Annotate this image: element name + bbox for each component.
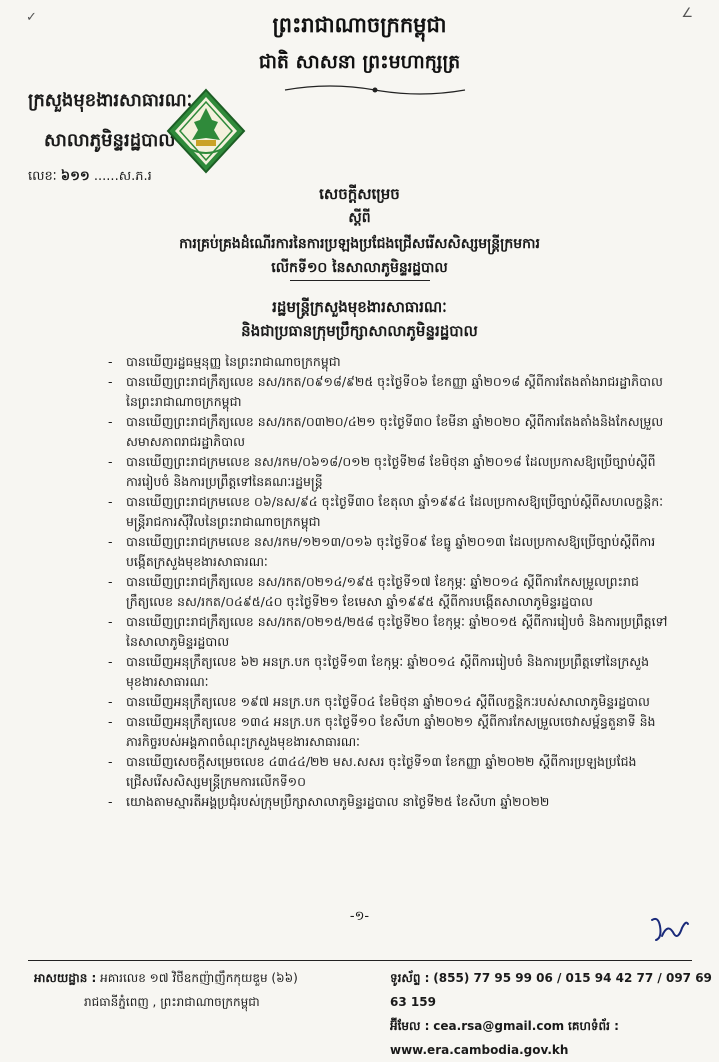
legal-references-list (108, 352, 668, 812)
ornament-divider-icon (280, 82, 470, 98)
email-website-line (390, 1014, 719, 1062)
address-label: អាសយដ្ឋាន : (34, 971, 97, 985)
list-item: - បានឃើញព្រះរាជក្រមលេខ នស/រកម/១២១៣/០១៦ ចុះថ្ងៃទី០៩ ខែធ្នូ ឆ្នាំ២០១៣ ដែលប្រកាសឱ្យប្រើច្បាប់ស្តីពីការបង្កើតក្រសួងមុខងារសាធារណៈ (108, 532, 668, 572)
footer-divider (28, 960, 692, 961)
list-item: - បានឃើញអនុក្រឹត្យលេខ ១៣៤ អនក្រ.បក ចុះថ្ងៃទី១០ ខែសីហា ឆ្នាំ២០២១ ស្តីពីការកែសម្រួលចេវាសម្ព័ន្ធតួនាទី និងភារកិច្ចរបស់អង្គភាពចំណុះក្រសួងមុខងារសាធារណៈ (108, 712, 668, 752)
school-emblem-icon (166, 88, 246, 174)
decision-title: សេចក្តីសម្រេច (319, 185, 400, 203)
ref-prefix: លេខៈ (28, 169, 57, 184)
page-number: -១- (349, 909, 370, 924)
list-item: - យោងតាមស្មារតីអង្គប្រជុំរបស់ក្រុមប្រឹក្សាសាលាភូមិន្ទរដ្ឋបាល នាថ្ងៃទី២៥ ខែសីហា ឆ្នាំ២០២២ (108, 792, 668, 812)
list-item: - បានឃើញសេចក្តីសម្រេចលេខ ៤៣៤៤/២២ មស.សសរ ចុះថ្ងៃទី១៣ ខែកញ្ញា ឆ្នាំ២០២២ ស្តីពីការប្រឡងប្រជែងជ្រើសរើសសិស្សមន្ត្រីក្រមការលើកទី១០ (108, 752, 668, 792)
list-item: - បានឃើញព្រះរាជក្រមលេខ នស/រកម/០៦១៨/០១២ ចុះថ្ងៃទី២៨ ខែមិថុនា ឆ្នាំ២០១៨ ដែលប្រកាសឱ្យប្រើច្បាប់ស្តីពីការរៀបចំ និងការប្រព្រឹត្តទៅនៃគណៈរដ្ឋមន្ត្រី (108, 452, 668, 492)
list-item: - បានឃើញព្រះរាជក្រឹត្យលេខ នស/រកត/០២១៤/១៩៥ ចុះថ្ងៃទី១៧ ខែកុម្ភៈ ឆ្នាំ២០១៤ ស្តីពីការកែសម្រួលព្រះរាជក្រឹត្យលេខ នស/រកត/០៤៩៥/៤០ ចុះថ្ងៃទី២១ ខែមេសា ឆ្នាំ១៩៩៥ ស្តីពីការបង្កើតសាលាភូមិន្ទរដ្ឋបាល (108, 572, 668, 612)
list-item: - បានឃើញព្រះរាជក្រមលេខ ០៦/នស/៩៤ ចុះថ្ងៃទី៣០ ខែតុលា ឆ្នាំ១៩៩៤ ដែលប្រកាសឱ្យប្រើច្បាប់ស្តីពីសហលក្ខន្តិកៈមន្ត្រីរាជការស៊ីវិលនៃព្រះរាជាណាចក្រកម្ពុជា (108, 492, 668, 532)
ministry-name: ក្រសួងមុខងារសាធារណៈ (28, 90, 193, 111)
decision-subject-line2: លើកទី១០ នៃសាលាភូមិន្ទរដ្ឋបាល (271, 260, 448, 276)
email-label: អ៊ីមែល : (390, 1019, 430, 1033)
email-address: cea.rsa@gmail.com (433, 1019, 565, 1033)
website-label: គេហទំព័រ : (568, 1019, 619, 1033)
national-motto: ជាតិ សាសនា ព្រះមហាក្សត្រ (258, 51, 461, 73)
decision-subject-label: ស្តីពី (348, 210, 371, 226)
list-item: - បានឃើញអនុក្រឹត្យលេខ ៦២ អនក្រ.បក ចុះថ្ងៃទី១៣ ខែកុម្ភៈ ឆ្នាំ២០១៤ ស្តីពីការរៀបចំ និងការប្រព្រឹត្តទៅនៃក្រសួងមុខងារសាធារណៈ (108, 652, 668, 692)
list-item: - បានឃើញព្រះរាជក្រឹត្យលេខ នស/រកត/០៣២០/៤២១ ចុះថ្ងៃទី៣០ ខែមីនា ឆ្នាំ២០២០ ស្តីពីការតែងតាំងនិងកែសម្រួលសមាសភាពរាជរដ្ឋាភិបាល (108, 412, 668, 452)
ref-suffix: ......ស.ភ.រ (93, 169, 152, 184)
initials-signature-icon (648, 914, 692, 944)
kingdom-title: ព្រះរាជាណាចក្រកម្ពុជា (272, 12, 447, 37)
title-underline (290, 280, 430, 281)
decision-subject-line1: ការគ្រប់គ្រងដំណើរការនៃការប្រឡងប្រជែងជ្រើសរើសសិស្សមន្ត្រីក្រមការ (179, 236, 540, 252)
phone-numbers: (855) 77 95 99 06 / 015 94 42 77 / 097 69 63 159 (390, 971, 712, 1009)
footer-address (34, 966, 298, 1014)
signer-title-line1: រដ្ឋមន្ត្រីក្រសួងមុខងារសាធារណៈ (272, 298, 447, 316)
list-item: - បានឃើញព្រះរាជក្រឹត្យលេខ នស/រកត/០៩១៨/៩២៥ ចុះថ្ងៃទី០៦ ខែកញ្ញា ឆ្នាំ២០១៨ ស្តីពីការតែងតាំងរាជរដ្ឋាភិបាលនៃព្រះរាជាណាចក្រកម្ពុជា (108, 372, 668, 412)
list-item: - បានឃើញព្រះរាជក្រឹត្យលេខ នស/រកត/០២១៥/២៥៨ ចុះថ្ងៃទី២០ ខែកុម្ភៈ ឆ្នាំ២០១៥ ស្តីពីការរៀបចំ និងការប្រព្រឹត្តទៅនៃសាលាភូមិន្ទរដ្ឋបាល (108, 612, 668, 652)
address-line2: រាជធានីភ្នំពេញ , ព្រះរាជាណាចក្រកម្ពុជា (84, 995, 260, 1009)
footer-contacts (390, 966, 719, 1062)
list-item: - បានឃើញអនុក្រឹត្យលេខ ១៩៧ អនក្រ.បក ចុះថ្ងៃទី០៤ ខែមិថុនា ឆ្នាំ២០១៤ ស្តីពីលក្ខន្តិកៈរបស់សាលាភូមិន្ទរដ្ឋបាល (108, 692, 668, 712)
website-url: www.era.cambodia.gov.kh (390, 1043, 569, 1057)
signer-title-line2: និងជាប្រធានក្រុមប្រឹក្សាសាលាភូមិន្ទរដ្ឋបាល (241, 322, 478, 340)
phone-line (390, 966, 719, 1014)
corner-pen-mark: ∠ (681, 6, 693, 21)
school-name: សាលាភូមិន្ទរដ្ឋបាល (44, 130, 176, 151)
corner-check-mark: ✓ (26, 10, 37, 25)
phone-label: ទូរស័ព្ទ : (390, 971, 430, 985)
ref-number-value: ៦១១ (60, 169, 90, 184)
list-item: - បានឃើញរដ្ឋធម្មនុញ្ញ នៃព្រះរាជាណាចក្រកម្ពុជា (108, 352, 668, 372)
address-line1: អាសយដ្ឋាន : អគារលេខ ១៧ វិថីឧកញ៉ាញឹកកុយឌួម (៦៦) (34, 971, 298, 985)
